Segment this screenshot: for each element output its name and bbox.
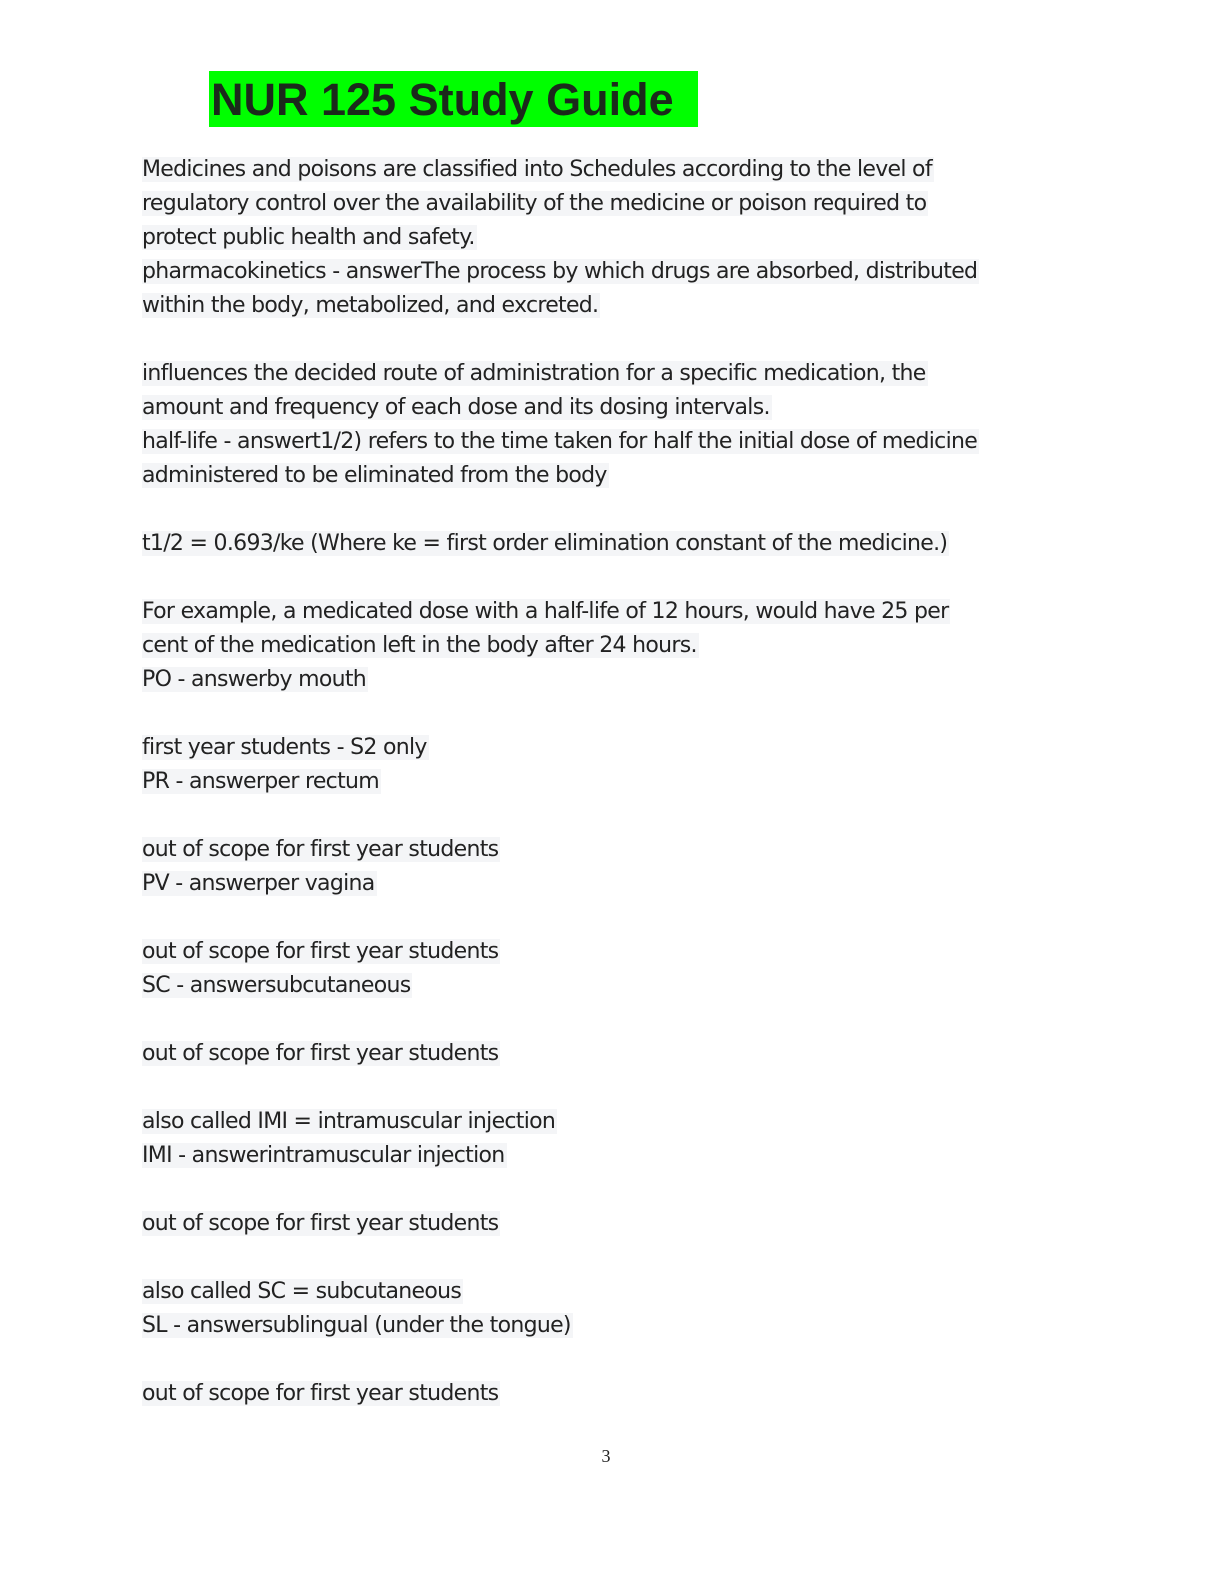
text-line [142, 867, 1082, 901]
text-line-content: pharmacokinetics - answerThe process by which drugs are absorbed, distributed [142, 259, 978, 284]
blank-line [142, 697, 1082, 731]
text-line [142, 833, 1082, 867]
page-title: NUR 125 Study Guide [209, 71, 698, 127]
text-line-content: t1/2 = 0.693/ke (Where ke = first order elimination constant of the medicine.) [142, 531, 948, 556]
text-line-content: cent of the medication left in the body after 24 hours. [142, 633, 697, 658]
blank-line [142, 561, 1082, 595]
text-line-content: half-life - answert1/2) refers to the time taken for half the initial dose of medicine [142, 429, 978, 454]
blank-line [142, 1173, 1082, 1207]
text-line-content: influences the decided route of administration for a specific medication, the [142, 361, 926, 386]
document-body [142, 153, 1082, 1411]
text-line [142, 459, 1082, 493]
text-line-content: IMI - answerintramuscular injection [142, 1143, 505, 1168]
text-line-content: For example, a medicated dose with a half-life of 12 hours, would have 25 per [142, 599, 949, 624]
text-line-content: out of scope for first year students [142, 1211, 499, 1236]
text-line-content: also called IMI = intramuscular injection [142, 1109, 556, 1134]
text-line-content: PV - answerper vagina [142, 871, 375, 896]
text-line [142, 527, 1082, 561]
text-line [142, 935, 1082, 969]
text-line [142, 629, 1082, 663]
text-line-content: Medicines and poisons are classified into Schedules according to the level of [142, 157, 932, 182]
text-line-content: amount and frequency of each dose and its dosing intervals. [142, 395, 770, 420]
text-line-content: administered to be eliminated from the body [142, 463, 607, 488]
text-line [142, 357, 1082, 391]
text-line-content: SC - answersubcutaneous [142, 973, 411, 998]
text-line [142, 187, 1082, 221]
text-line [142, 1105, 1082, 1139]
text-line [142, 1207, 1082, 1241]
blank-line [142, 323, 1082, 357]
text-line-content: regulatory control over the availability of the medicine or poison required to [142, 191, 927, 216]
blank-line [142, 799, 1082, 833]
text-line-content: PO - answerby mouth [142, 667, 367, 692]
text-line [142, 1377, 1082, 1411]
blank-line [142, 901, 1082, 935]
text-line-content: within the body, metabolized, and excreted. [142, 293, 599, 318]
text-line-content: protect public health and safety. [142, 225, 475, 250]
blank-line [142, 1241, 1082, 1275]
text-line-content: out of scope for first year students [142, 837, 499, 862]
text-line-content: SL - answersublingual (under the tongue) [142, 1313, 571, 1338]
text-line-content: also called SC = subcutaneous [142, 1279, 462, 1304]
text-line [142, 391, 1082, 425]
blank-line [142, 1343, 1082, 1377]
text-line [142, 1309, 1082, 1343]
text-line [142, 765, 1082, 799]
text-line [142, 425, 1082, 459]
text-line [142, 969, 1082, 1003]
text-line [142, 1275, 1082, 1309]
blank-line [142, 493, 1082, 527]
page-number: 3 [601, 1446, 611, 1466]
text-line [142, 1037, 1082, 1071]
blank-line [142, 1003, 1082, 1037]
text-line [142, 289, 1082, 323]
text-line [142, 255, 1082, 289]
blank-line [142, 1071, 1082, 1105]
text-line [142, 153, 1082, 187]
text-line-content: out of scope for first year students [142, 1381, 499, 1406]
text-line [142, 221, 1082, 255]
text-line-content: first year students - S2 only [142, 735, 427, 760]
text-line [142, 731, 1082, 765]
text-line [142, 663, 1082, 697]
text-line [142, 1139, 1082, 1173]
text-line-content: out of scope for first year students [142, 1041, 499, 1066]
text-line-content: PR - answerper rectum [142, 769, 379, 794]
text-line [142, 595, 1082, 629]
text-line-content: out of scope for first year students [142, 939, 499, 964]
